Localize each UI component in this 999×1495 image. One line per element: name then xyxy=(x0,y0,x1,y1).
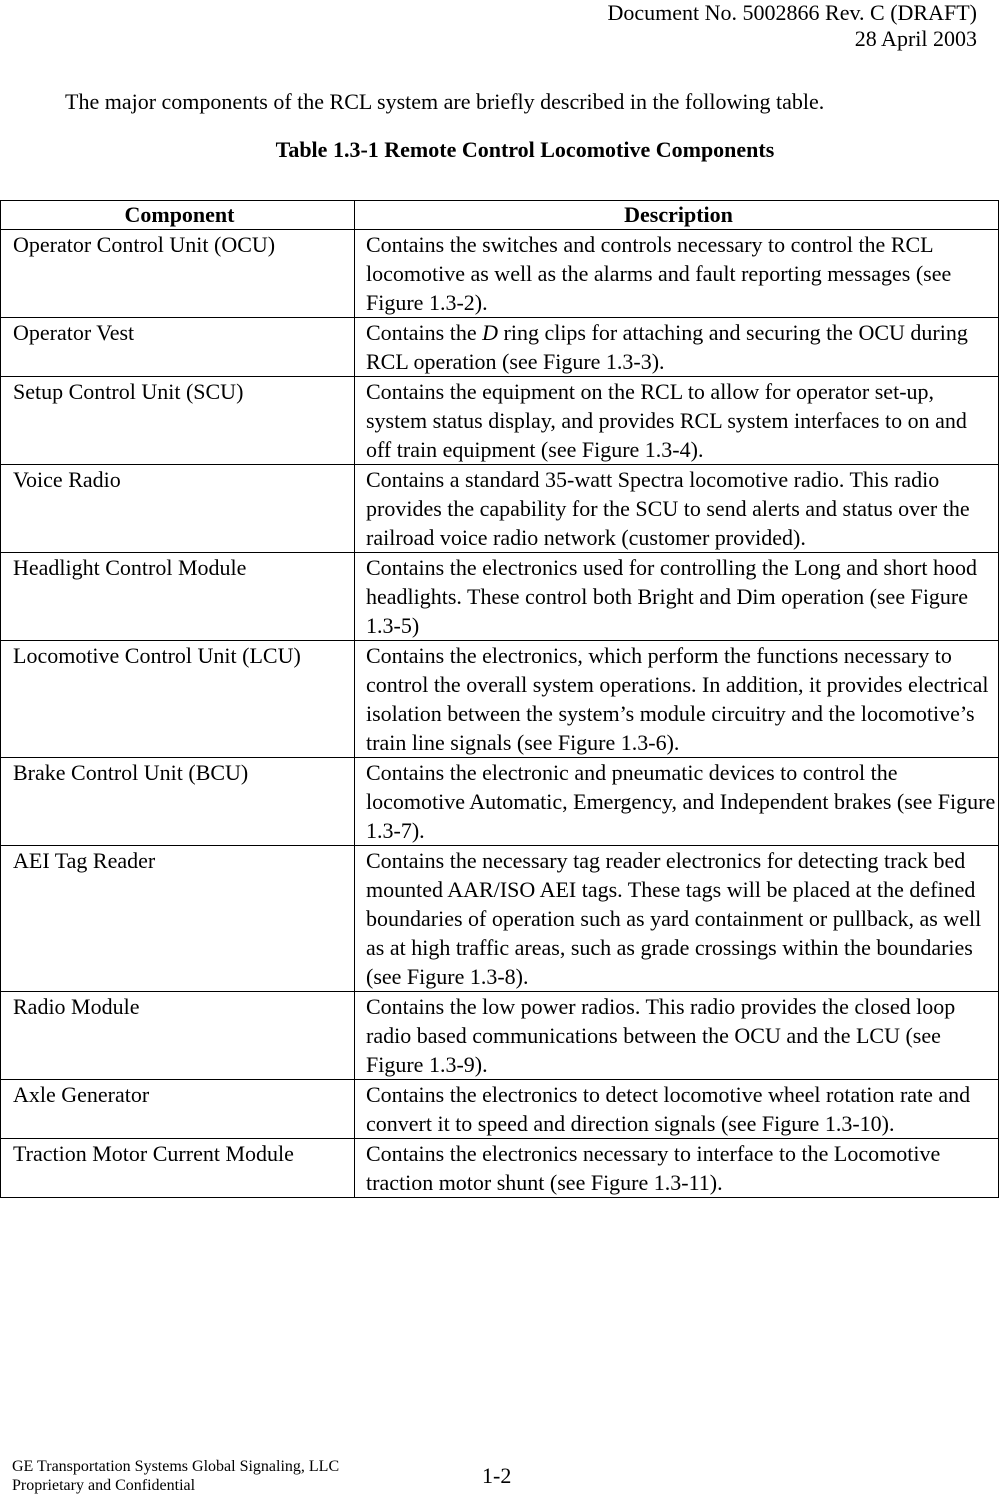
column-header-description: Description xyxy=(355,201,999,230)
description-cell: Contains the switches and controls necessary to control the RCL locomotive as well as the alarms and fault reporting messages (see Figure 1.3-2). xyxy=(355,230,999,318)
document-date: 28 April 2003 xyxy=(854,26,977,51)
component-cell: Locomotive Control Unit (LCU) xyxy=(1,641,355,758)
description-cell: Contains the electronics to detect locomotive wheel rotation rate and convert it to speed and direction signals (see Figure 1.3-10). xyxy=(355,1080,999,1139)
description-cell: Contains the electronics used for controlling the Long and short hood headlights. These control both Bright and Dim operation (see Figure 1.3-5) xyxy=(355,553,999,641)
intro-paragraph: The major components of the RCL system are briefly described in the following table. xyxy=(65,89,825,114)
description-text: ring clips for attaching and securing the OCU during RCL operation (see Figure 1.3-3). xyxy=(366,320,968,374)
footer-confidentiality: Proprietary and Confidential xyxy=(12,1477,196,1494)
description-cell: Contains the electronics necessary to interface to the Locomotive traction motor shunt (see Figure 1.3-11). xyxy=(355,1139,999,1198)
description-cell xyxy=(355,318,999,377)
table-row xyxy=(1,318,999,377)
table-row xyxy=(1,758,999,846)
component-cell: Operator Vest xyxy=(1,318,355,377)
description-cell: Contains a standard 35-watt Spectra locomotive radio. This radio provides the capability for the SCU to send alerts and status over the railroad voice radio network (customer provided). xyxy=(355,465,999,553)
table-row xyxy=(1,641,999,758)
table-row xyxy=(1,992,999,1080)
description-cell: Contains the equipment on the RCL to allow for operator set-up, system status display, and provides RCL system interfaces to on and off train equipment (see Figure 1.3-4). xyxy=(355,377,999,465)
description-text: Contains the xyxy=(366,320,483,345)
footer-company: GE Transportation Systems Global Signaling, LLC xyxy=(12,1458,340,1475)
description-cell: Contains the electronics, which perform the functions necessary to control the overall system operations. In addition, it provides electrical isolation between the system’s module circuitry and the locomotive’s train line signals (see Figure 1.3-6). xyxy=(355,641,999,758)
description-italic-text: D xyxy=(482,320,498,345)
components-table xyxy=(0,200,999,1198)
table-row xyxy=(1,846,999,992)
description-cell: Contains the low power radios. This radio provides the closed loop radio based communications between the OCU and the LCU (see Figure 1.3-9). xyxy=(355,992,999,1080)
component-cell: Traction Motor Current Module xyxy=(1,1139,355,1198)
table-title: Table 1.3-1 Remote Control Locomotive Components xyxy=(275,137,775,162)
component-cell: Radio Module xyxy=(1,992,355,1080)
footer-company-block xyxy=(12,1457,339,1495)
table-header-row xyxy=(1,201,999,230)
table-row xyxy=(1,1080,999,1139)
component-cell: Voice Radio xyxy=(1,465,355,553)
description-cell: Contains the electronic and pneumatic devices to control the locomotive Automatic, Emergency, and Independent brakes (see Figure 1.3-7). xyxy=(355,758,999,846)
component-cell: Setup Control Unit (SCU) xyxy=(1,377,355,465)
component-cell: AEI Tag Reader xyxy=(1,846,355,992)
table-row xyxy=(1,553,999,641)
table-row xyxy=(1,377,999,465)
table-row xyxy=(1,1139,999,1198)
component-cell: Axle Generator xyxy=(1,1080,355,1139)
description-cell: Contains the necessary tag reader electronics for detecting track bed mounted AAR/ISO AEI tags. These tags will be placed at the defined boundaries of operation such as yard containment or pullback, as well as at high traffic areas, such as grade crossings within the boundaries (see Figure 1.3-8). xyxy=(355,846,999,992)
document-number: Document No. 5002866 Rev. C (DRAFT) xyxy=(607,0,977,25)
column-header-component: Component xyxy=(1,201,355,230)
table-row xyxy=(1,230,999,318)
component-cell: Brake Control Unit (BCU) xyxy=(1,758,355,846)
page-number: 1-2 xyxy=(482,1463,512,1488)
document-header xyxy=(608,0,978,52)
component-cell: Headlight Control Module xyxy=(1,553,355,641)
component-cell: Operator Control Unit (OCU) xyxy=(1,230,355,318)
table-row xyxy=(1,465,999,553)
